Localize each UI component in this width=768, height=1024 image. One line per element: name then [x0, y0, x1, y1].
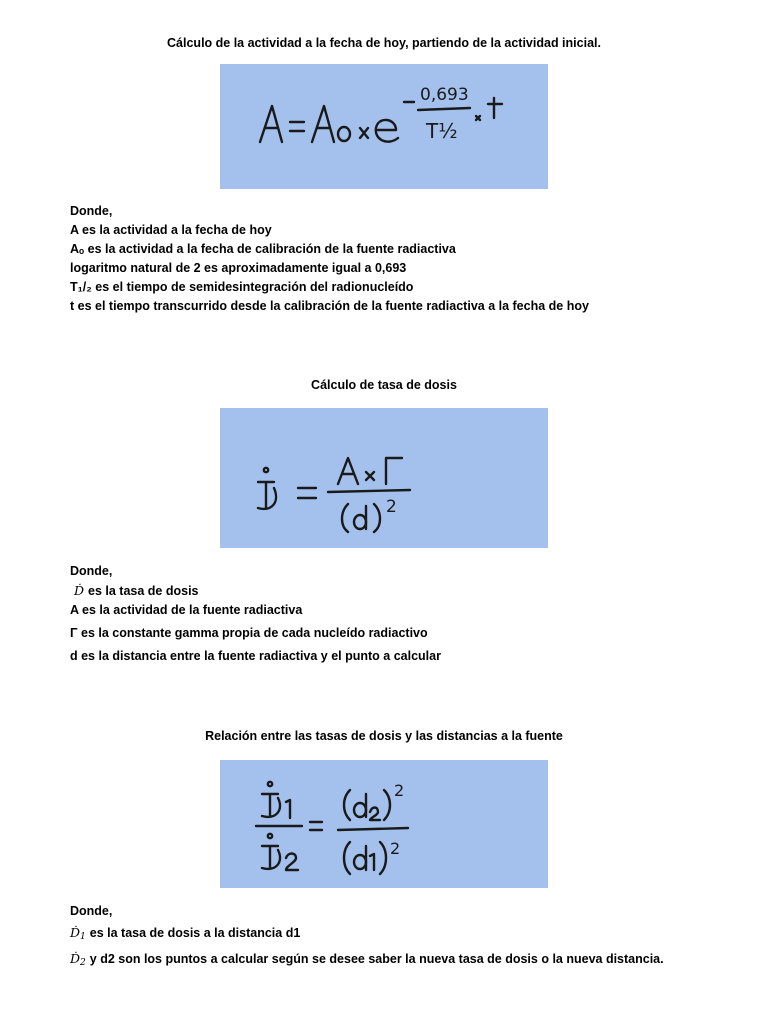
donde-label: Donde,	[70, 204, 113, 218]
section3-definitions	[70, 902, 664, 973]
definition-line: A es la actividad a la fecha de hoy	[70, 223, 272, 237]
definition-line: T₁/₂ es el tiempo de semidesintegración del radionucleído	[70, 280, 414, 294]
section2-title: Cálculo de tasa de dosis	[311, 378, 457, 392]
section3-title: Relación entre las tasas de dosis y las distancias a la fuente	[205, 729, 563, 743]
definition-line: Ḋ$_2$ y d2 son los puntos a calcular según se desee saber la nueva tasa de dosis o la nueva distancia.	[70, 949, 664, 973]
svg-text:2: 2	[390, 839, 401, 858]
section1-definitions	[70, 202, 589, 316]
definition-line: d es la distancia entre la fuente radiactiva y el punto a calcular	[70, 649, 441, 663]
svg-text:0,693: 0,693	[420, 85, 469, 105]
definition-line: Ḋ es la tasa de dosis	[74, 583, 199, 598]
svg-text:2: 2	[394, 781, 405, 800]
dose-rate-2-symbol: Ḋ$_2$	[70, 951, 86, 968]
activity-formula-image	[220, 64, 548, 189]
dose-rate-symbol: Ḋ	[74, 583, 85, 598]
svg-text:2: 2	[386, 497, 397, 517]
section2-definitions	[70, 562, 441, 666]
definition-line: A es la actividad de la fuente radiactiva	[70, 603, 303, 617]
section1-title: Cálculo de la actividad a la fecha de hoy, partiendo de la actividad inicial.	[167, 36, 601, 50]
distance-relation-formula-image	[220, 760, 548, 888]
definition-line: Aₒ es la actividad a la fecha de calibración de la fuente radiactiva	[70, 242, 456, 256]
dose-rate-1-symbol: Ḋ$_1$	[70, 925, 86, 942]
definition-line: t es el tiempo transcurrido desde la calibración de la fuente radiactiva a la fecha de hoy	[70, 299, 589, 313]
definition-line: Γ es la constante gamma propia de cada nucleído radiactivo	[70, 626, 428, 640]
donde-label: Donde,	[70, 904, 113, 918]
svg-text:T½: T½	[426, 119, 458, 143]
dose-rate-formula-image	[220, 408, 548, 548]
definition-line: Ḋ$_1$ es la tasa de dosis a la distancia d1	[70, 923, 664, 947]
donde-label: Donde,	[70, 564, 113, 578]
definition-line: logaritmo natural de 2 es aproximadamente igual a 0,693	[70, 261, 407, 275]
